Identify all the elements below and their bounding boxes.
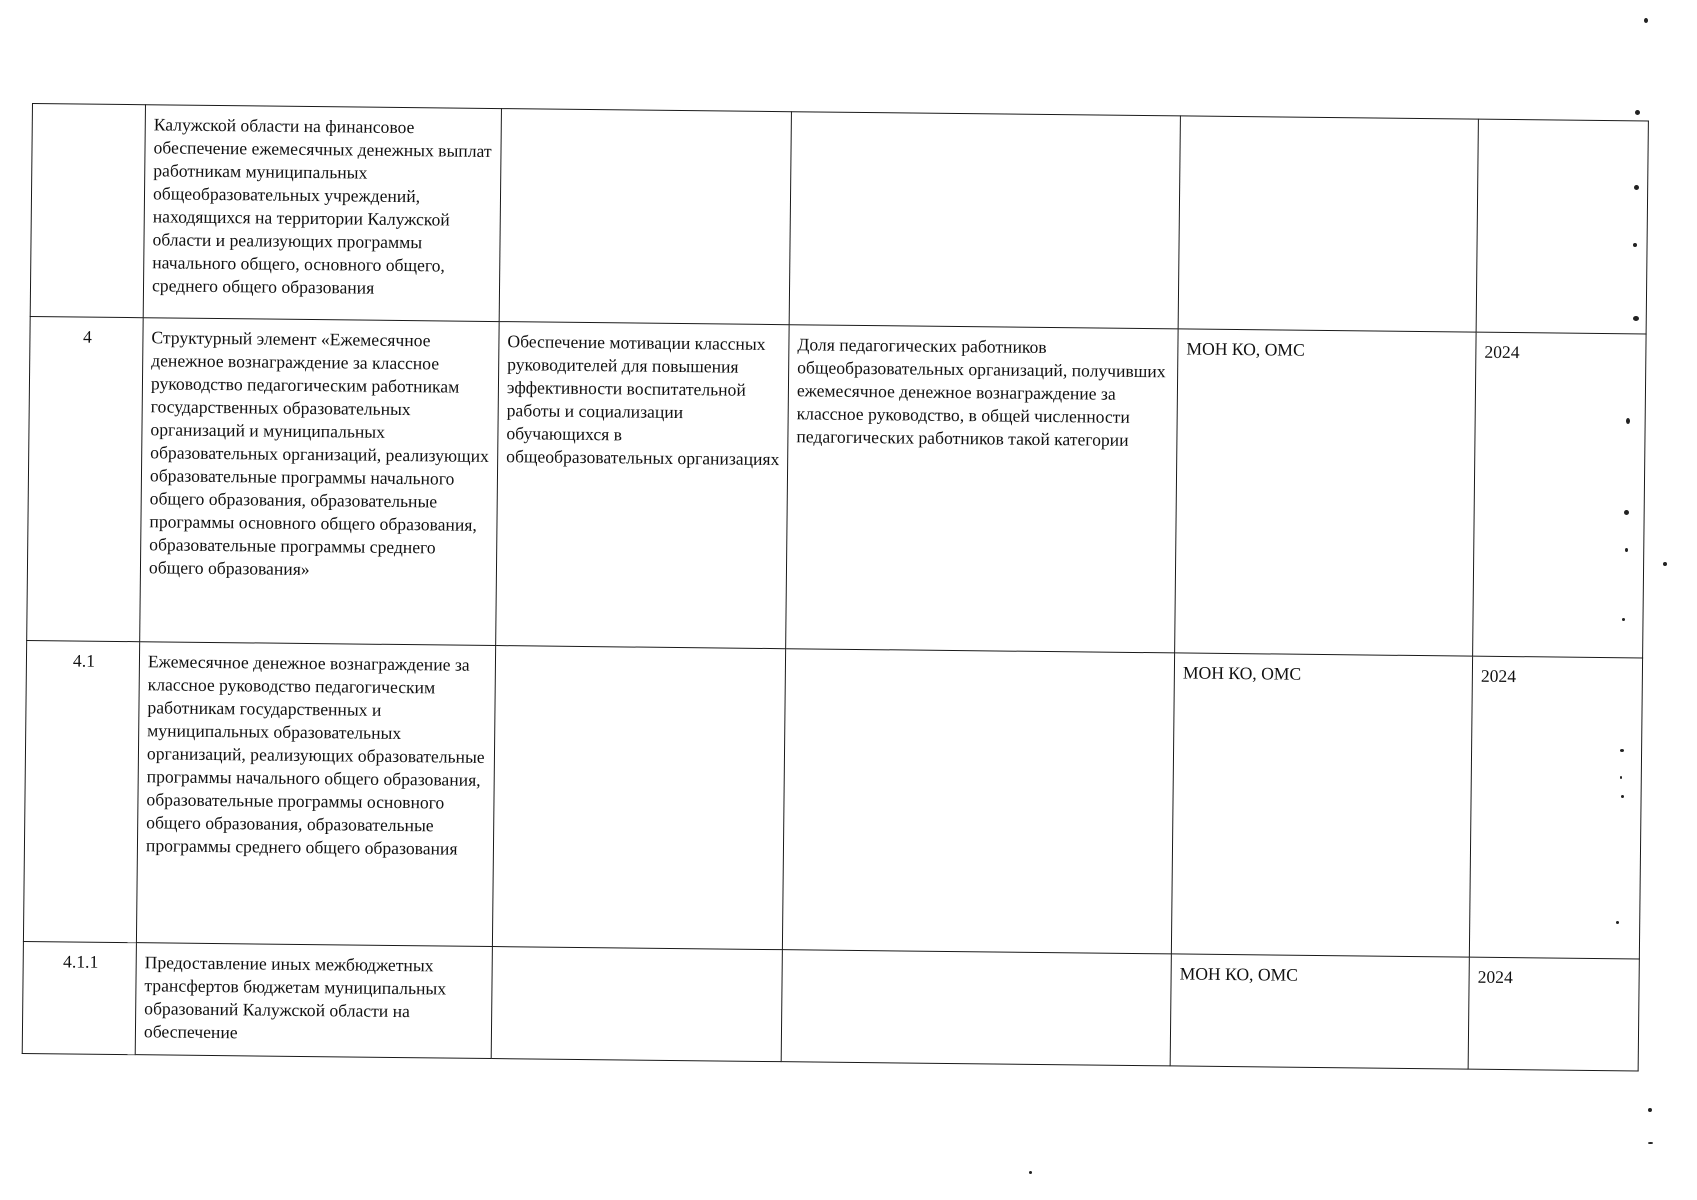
row-number: 4.1 (72, 650, 96, 671)
indicator-cell (782, 649, 1174, 954)
executor-cell (1175, 329, 1476, 656)
row-number-cell (23, 640, 139, 942)
row-goal: Обеспечение мотивации классных руководителей для повышения эффективности воспитательной работы и социализации обучающихся в общеобразовательных организациях (506, 331, 780, 470)
row-description: Предоставление иных межбюджетных трансфертов бюджетам муниципальных образований Калужской области на обеспечение (143, 952, 447, 1043)
goal-cell (491, 947, 782, 1062)
table-row (30, 104, 1648, 334)
scan-speck (1624, 510, 1629, 515)
row-description: Калужской области на финансовое обеспечение ежемесячных денежных выплат работникам муниципальных общеобразовательных учреждений, находящихся на территории Калужской области и реализующих программы начального общего, основного общего, среднего общего образования (151, 114, 492, 298)
row-number: 4.1.1 (63, 951, 99, 972)
description-cell (136, 642, 495, 947)
goal-cell (496, 322, 789, 649)
row-year: 2024 (1484, 341, 1520, 363)
scan-speck (1620, 776, 1622, 779)
row-number-cell (27, 316, 143, 641)
scan-speck (1633, 316, 1639, 321)
measures-table (22, 103, 1649, 1071)
table-row (27, 316, 1646, 657)
scan-speck (1616, 921, 1619, 924)
scan-speck (1644, 18, 1648, 23)
executor-cell (1170, 954, 1469, 1069)
row-indicator (791, 958, 1165, 962)
row-description: Ежемесячное денежное вознаграждение за классное руководство педагогическим работникам государственных и муниципальных образовательных организаций, реализующих образовательные программы начального общего образования, образовательные программы основного общего образования, образовательные программы среднего общего образования (145, 651, 485, 859)
year-cell (1468, 957, 1639, 1071)
goal-cell (492, 646, 785, 950)
year-cell (1476, 119, 1648, 334)
row-number: 4 (82, 326, 92, 347)
row-indicator: Доля педагогических работников общеобразовательных организаций, получивших ежемесячное денежное вознаграждение за классное руководство, в общей численности педагогических работников такой категории (796, 334, 1166, 450)
description-cell (143, 105, 501, 322)
scan-speck (1648, 1108, 1652, 1112)
table-row (22, 941, 1639, 1070)
indicator-cell (781, 950, 1171, 1066)
executor-cell (1171, 653, 1472, 957)
row-indicator (800, 120, 1174, 124)
row-goal (501, 955, 776, 958)
indicator-cell (789, 112, 1180, 329)
row-executor: МОН КО, ОМС (1179, 963, 1299, 985)
scan-speck (1648, 1142, 1653, 1144)
row-number-cell (22, 941, 136, 1054)
row-number (41, 112, 139, 113)
indicator-cell (786, 325, 1178, 653)
executor-cell (1178, 116, 1478, 332)
row-executor: МОН КО, ОМС (1186, 338, 1305, 360)
description-cell (140, 318, 499, 646)
goal-cell (499, 109, 791, 325)
year-cell (1473, 332, 1646, 658)
scan-speck (1029, 1171, 1032, 1174)
row-number-cell (30, 104, 145, 318)
scan-speck (1634, 185, 1639, 190)
row-executor: МОН КО, ОМС (1182, 662, 1302, 684)
scan-speck (1622, 618, 1625, 621)
scan-speck (1625, 548, 1628, 552)
scan-speck (1635, 110, 1640, 115)
row-goal (510, 117, 785, 120)
scan-speck (1621, 795, 1624, 798)
row-executor (1189, 125, 1472, 128)
scan-speck (1663, 562, 1667, 566)
scan-speck (1620, 749, 1624, 752)
row-description: Структурный элемент «Ежемесячное денежное вознаграждение за классное руководство педагогическим работникам государственных образовательных организаций и муниципальных образовательных организаций, реализующих образовательные программы начального общего образования, образовательные программы основного общего образования, образовательные программы среднего общего образования» (148, 327, 489, 580)
row-year: 2024 (1480, 665, 1517, 687)
scan-speck (1626, 418, 1630, 424)
table-row (23, 640, 1642, 958)
scan-speck (1633, 243, 1637, 247)
year-cell (1469, 656, 1642, 959)
row-year: 2024 (1477, 966, 1513, 988)
row-indicator (794, 657, 1168, 661)
row-goal (504, 654, 779, 657)
description-cell (135, 943, 492, 1059)
row-year (1487, 128, 1642, 130)
